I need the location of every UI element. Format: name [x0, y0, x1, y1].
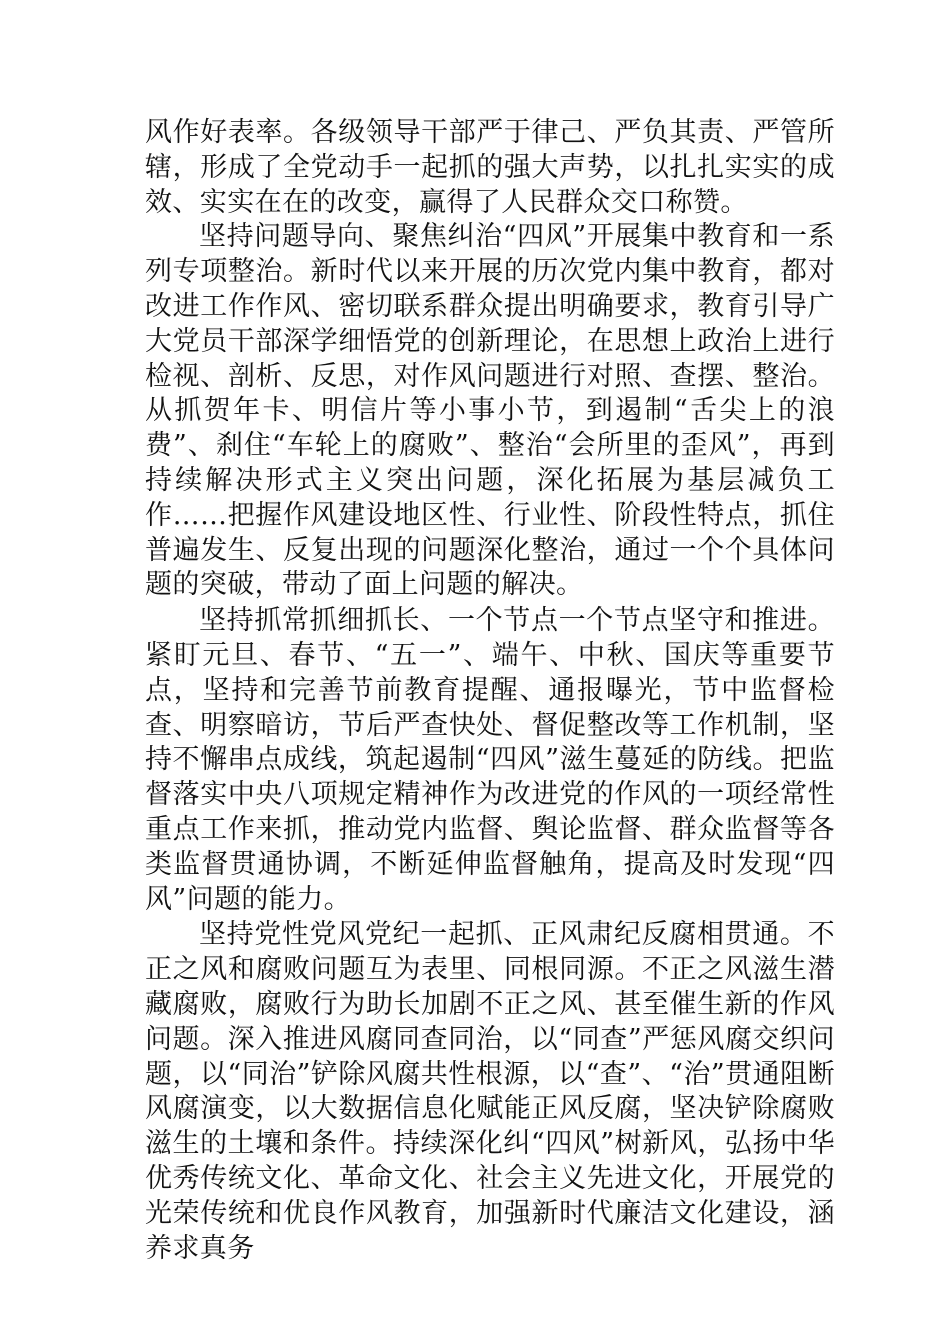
document-body: [145, 116, 835, 1266]
paragraph-key-nodes: 坚持抓常抓细抓长、一个节点一个节点坚守和推进。紧盯元旦、春节、“五一”、端午、中秋、国庆等重要节点，坚持和完善节前教育提醒、通报曝光，节中监督检查、明察暗访，节后严查快处、督促整改等工作机制，坚持不懈串点成线，筑起遏制“四风”滋生蔓延的防线。把监督落实中央八项规定精神作为改进党的作风的一项经常性重点工作来抓，推动党内监督、舆论监督、群众监督等各类监督贯通协调，不断延伸监督触角，提高及时发现“四风”问题的能力。: [145, 605, 835, 915]
paragraph-party-conduct: 坚持党性党风党纪一起抓、正风肃纪反腐相贯通。不正之风和腐败问题互为表里、同根同源。不正之风滋生潜藏腐败，腐败行为助长加剧不正之风、甚至催生新的作风问题。深入推进风腐同查同治，以“同查”严惩风腐交织问题，以“同治”铲除风腐共性根源，以“查”、“治”贯通阻断风腐演变，以大数据信息化赋能正风反腐，坚决铲除腐败滋生的土壤和条件。持续深化纠“四风”树新风，弘扬中华优秀传统文化、革命文化、社会主义先进文化，开展党的光荣传统和优良作风教育，加强新时代廉洁文化建设，涵养求真务: [145, 919, 835, 1264]
paragraph-problem-oriented: 坚持问题导向、聚焦纠治“四风”开展集中教育和一系列专项整治。新时代以来开展的历次党内集中教育，都对改进工作作风、密切联系群众提出明确要求，教育引导广大党员干部深学细悟党的创新理论，在思想上政治上进行检视、剖析、反思，对作风问题进行对照、查摆、整治。从抓贺年卡、明信片等小事小节，到遏制“舌尖上的浪费”、刹住“车轮上的腐败”、整治“会所里的歪风”，再到持续解决形式主义突出问题，深化拓展为基层减负工作……把握作风建设地区性、行业性、阶段性特点，抓住普遍发生、反复出现的问题深化整治，通过一个个具体问题的突破，带动了面上问题的解决。: [145, 221, 835, 601]
paragraph-continuation: 风作好表率。各级领导干部严于律己、严负其责、严管所辖，形成了全党动手一起抓的强大声势，以扎扎实实的成效、实实在在的改变，赢得了人民群众交口称赞。: [145, 117, 835, 218]
